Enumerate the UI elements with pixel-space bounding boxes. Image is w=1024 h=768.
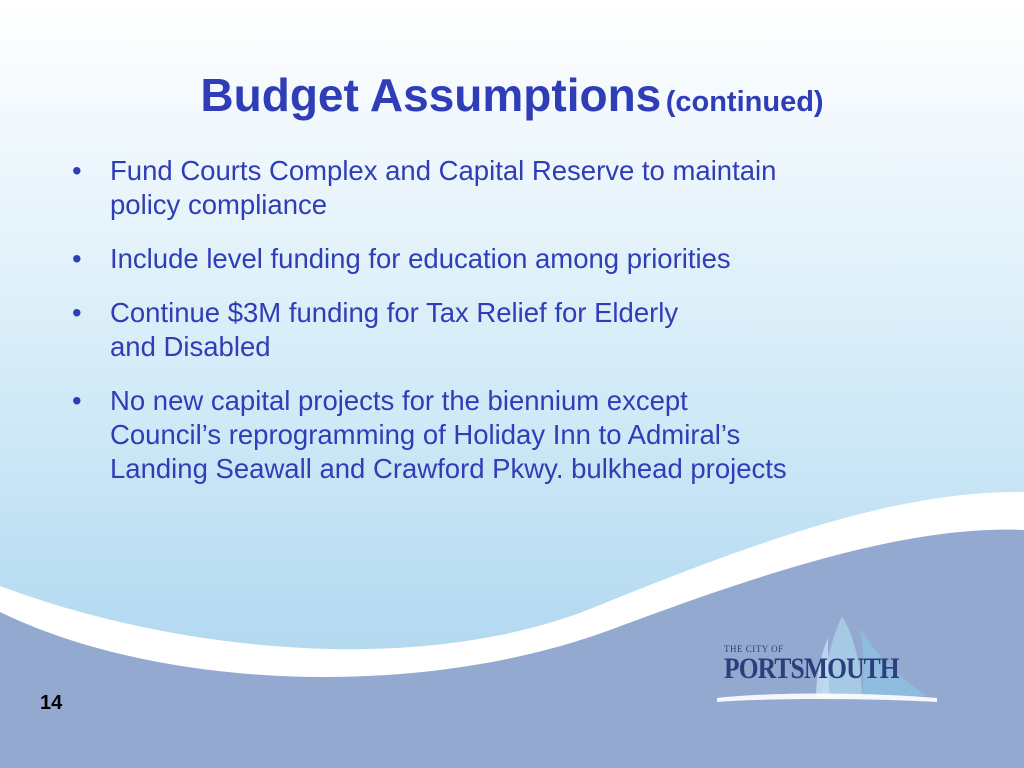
logo-small-text: THE CITY OF	[724, 644, 784, 654]
bullet-item	[70, 242, 970, 276]
bullet-marker: •	[72, 155, 82, 186]
bullet-list	[70, 154, 970, 506]
bullet-marker: •	[72, 297, 82, 328]
bullet-line: Fund Courts Complex and Capital Reserve to maintain	[110, 155, 777, 186]
bullet-item	[70, 154, 970, 222]
bullet-marker: •	[72, 385, 82, 416]
page-number: 14	[40, 692, 63, 714]
bullet-line: Landing Seawall and Crawford Pkwy. bulkhead projects	[110, 453, 787, 484]
title-suffix: (continued)	[665, 86, 824, 118]
bullet-line: Include level funding for education among priorities	[110, 243, 731, 274]
bullet-line: policy compliance	[110, 189, 328, 220]
logo-name: PORTSMOUTH	[724, 652, 899, 685]
bullet-line: Council’s reprogramming of Holiday Inn to Admiral’s	[110, 419, 741, 450]
bullet-item	[70, 384, 970, 486]
bullet-item	[70, 296, 970, 364]
bullet-line: Continue $3M funding for Tax Relief for Elderly	[110, 297, 679, 328]
title-main: Budget Assumptions	[200, 69, 662, 121]
bullet-line: No new capital projects for the biennium except	[110, 385, 688, 416]
bullet-marker: •	[72, 243, 82, 274]
slide-title	[0, 68, 1024, 122]
portsmouth-logo	[712, 608, 942, 708]
bullet-line: and Disabled	[110, 331, 271, 362]
